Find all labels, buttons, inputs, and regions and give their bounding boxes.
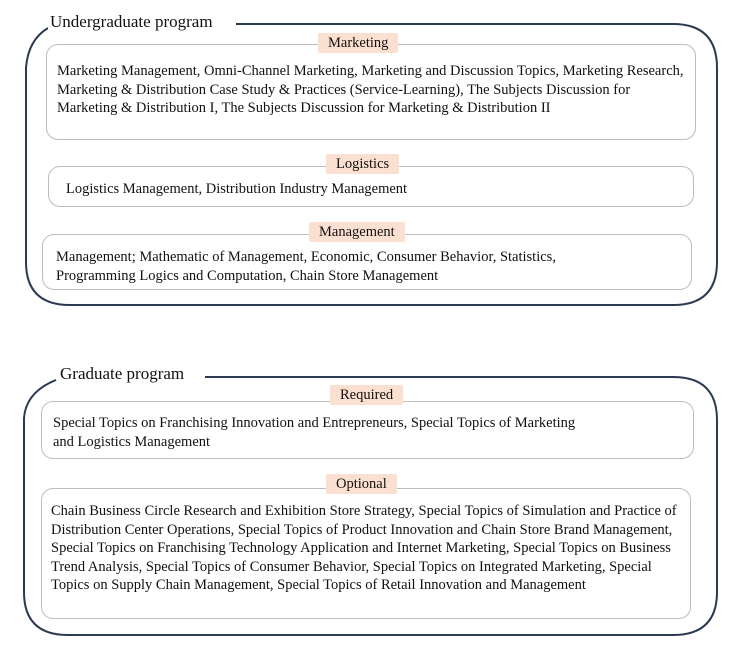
logistics-tag: Logistics [326,154,399,174]
optional-courses: Chain Business Circle Research and Exhibition Store Strategy, Special Topics of Simulation and Practice of Distribution Center Operations, Special Topics of Product Innovation and Chain Store Brand Management, Special Topics on Franchising Technology Application and Internet Marketing, Special Topics on Business Trend Analysis, Special Topics of Consumer Behavior, Special Topics on Integrated Marketing, Special Topics on Supply Chain Management, Special Topics of Retail Innovation and Management [51,503,677,593]
required-tag: Required [330,385,403,405]
marketing-tag: Marketing [318,33,398,53]
required-courses: Special Topics on Franchising Innovation and Entrepreneurs, Special Topics of Marketing and Logistics Management [53,415,576,450]
graduate-title: Graduate program [60,364,185,383]
undergraduate-title: Undergraduate program [50,12,213,31]
marketing-courses: Marketing Management, Omni-Channel Marketing, Marketing and Discussion Topics, Marketing Research, Marketing & Distribution Case Study & Practices (Service-Learning), The Subjects Discussion for Marketing & Distribution I, The Subjects Discussion for Marketing & Distribution II [57,63,684,116]
logistics-courses: Logistics Management, Distribution Industry Management [66,181,408,197]
management-tag: Management [309,222,405,242]
management-courses: Management; Mathematic of Management, Economic, Consumer Behavior, Statistics, Programming Logics and Computation, Chain Store Management [56,249,556,284]
optional-tag: Optional [326,474,397,494]
